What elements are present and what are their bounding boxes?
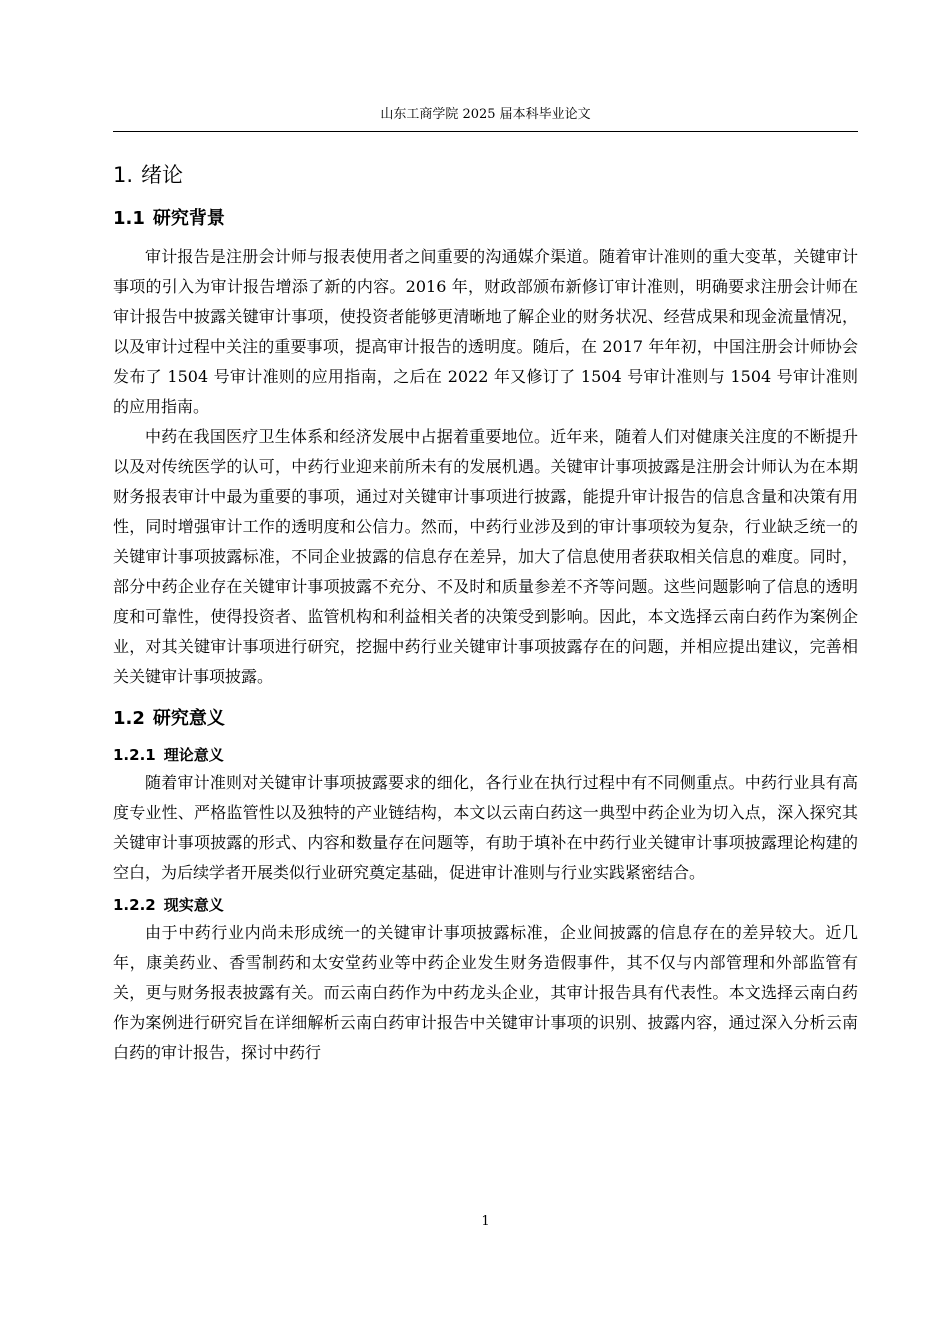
subsection-number: 1.2.2 [113, 896, 156, 914]
subsection-number: 1.2.1 [113, 746, 156, 764]
main-content [113, 152, 858, 1068]
header-divider [113, 131, 858, 132]
subsection-heading-1-2-2 [113, 892, 858, 918]
chapter-number: 1. [113, 163, 134, 187]
section-number: 1.1 [113, 208, 145, 229]
subsection-title: 现实意义 [163, 896, 224, 914]
section-heading-1-2 [113, 704, 858, 734]
section-heading-1-1 [113, 204, 858, 234]
chapter-heading [113, 158, 858, 192]
running-header: 山东工商学院 2025 届本科毕业论文 [380, 107, 591, 122]
paragraph: 中药在我国医疗卫生体系和经济发展中占据着重要地位。近年来，随着人们对健康关注度的不断提升以及对传统医学的认可，中药行业迎来前所未有的发展机遇。关键审计事项披露是注册会计师认为在本期财务报表审计中最为重要的事项，通过对关键审计事项进行披露，能提升审计报告的信息含量和决策有用性，同时增强审计工作的透明度和公信力。然而，中药行业涉及到的审计事项较为复杂，行业缺乏统一的关键审计事项披露标准，不同企业披露的信息存在差异，加大了信息使用者获取相关信息的难度。同时，部分中药企业存在关键审计事项披露不充分、不及时和质量参差不齐等问题。这些问题影响了信息的透明度和可靠性，使得投资者、监管机构和利益相关者的决策受到影响。因此，本文选择云南白药作为案例企业，对其关键审计事项进行研究，挖掘中药行业关键审计事项披露存在的问题，并相应提出建议，完善相关关键审计事项披露。 [113, 427, 858, 686]
paragraph: 由于中药行业内尚未形成统一的关键审计事项披露标准，企业间披露的信息存在的差异较大。近几年，康美药业、香雪制药和太安堂药业等中药企业发生财务造假事件，其不仅与内部管理和外部监管有关，更与财务报表披露有关。而云南白药作为中药龙头企业，其审计报告具有代表性。本文选择云南白药作为案例进行研究旨在详细解析云南白药审计报告中关键审计事项的识别、披露内容，通过深入分析云南白药的审计报告，探讨中药行 [113, 923, 858, 1062]
subsection-heading-1-2-1 [113, 742, 858, 768]
section-number: 1.2 [113, 708, 145, 729]
paragraph: 随着审计准则对关键审计事项披露要求的细化，各行业在执行过程中有不同侧重点。中药行业具有高度专业性、严格监管性以及独特的产业链结构，本文以云南白药这一典型中药企业为切入点，深入探究其关键审计事项披露的形式、内容和数量存在问题等，有助于填补在中药行业关键审计事项披露理论构建的空白，为后续学者开展类似行业研究奠定基础，促进审计准则与行业实践紧密结合。 [113, 773, 858, 882]
chapter-title: 绪论 [141, 163, 184, 187]
page-number: 1 [481, 1214, 490, 1229]
section-title: 研究背景 [152, 208, 225, 229]
paragraph: 审计报告是注册会计师与报表使用者之间重要的沟通媒介渠道。随着审计准则的重大变革，关键审计事项的引入为审计报告增添了新的内容。2016 年，财政部颁布新修订审计准则，明确要求注册会计师在审计报告中披露关键审计事项，使投资者能够更清晰地了解企业的财务状况、经营成果和现金流量情况，以及审计过程中关注的重要事项，提高审计报告的透明度。随后，在 2017 年年初，中国注册会计师协会发布了 1504 号审计准则的应用指南，之后在 2022 年又修订了 1504 号审计准则与 1504 号审计准则的应用指南。 [113, 247, 858, 416]
section-title: 研究意义 [152, 708, 225, 729]
subsection-title: 理论意义 [163, 746, 224, 764]
